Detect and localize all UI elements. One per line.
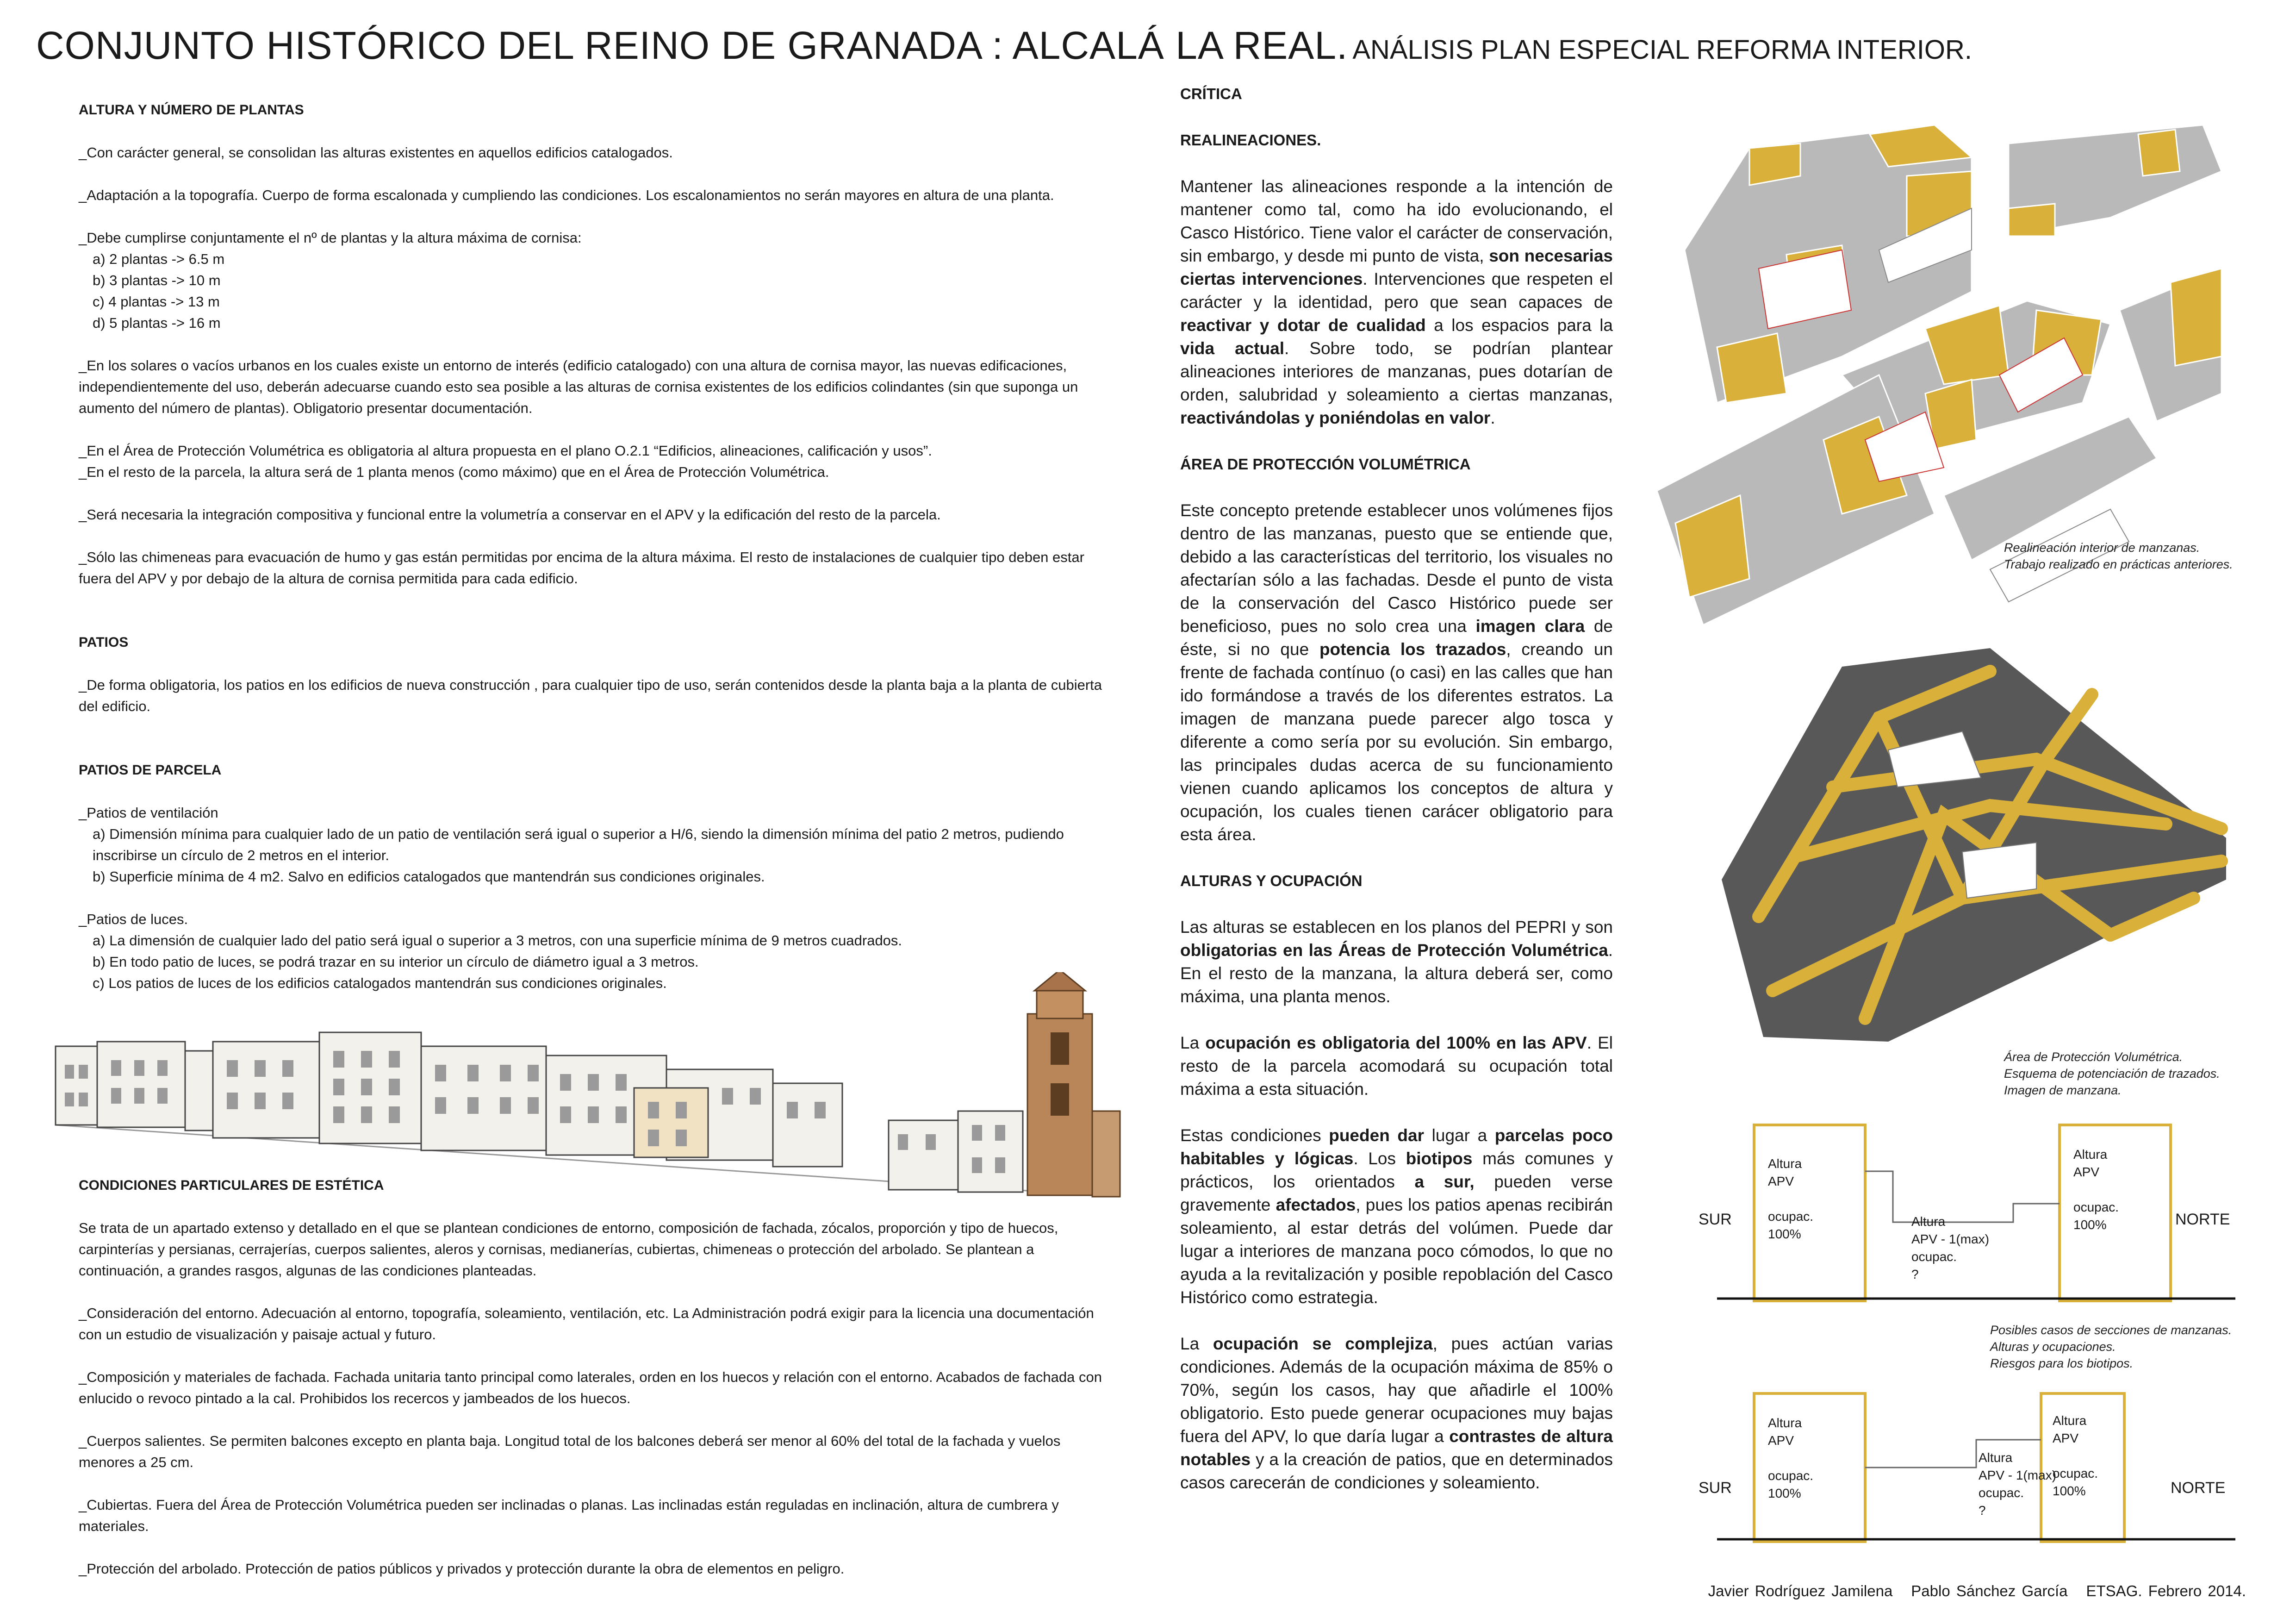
list-item: b) En todo patio de luces, se podrá trazar en su interior un círculo de diámetro igual a 3 metros. — [93, 954, 699, 970]
box-line: Altura — [1911, 1214, 1946, 1229]
section-heading-altura: ALTURA Y NÚMERO DE PLANTAS — [79, 102, 304, 118]
section-diagram-2 — [1699, 1389, 2254, 1546]
paragraph: La ocupación es obligatoria del 100% en las APV. El resto de la parcela acomodará su ocupación total máxima a esta situación. — [1180, 1033, 1613, 1099]
paragraph: _Adaptación a la topografía. Cuerpo de forma escalonada y cumpliendo las condiciones. Los escalonamientos no serán mayores en altura de una planta. — [79, 187, 1054, 203]
paragraph: _En el Área de Protección Volumétrica es obligatoria al altura propuesta en el plano O.2.1 “Edificios, alineaciones, calificación y usos”. — [79, 443, 932, 459]
box-line: ocupac. — [1768, 1468, 1814, 1483]
caption-line: Trabajo realizado en prácticas anteriores. — [2004, 557, 2233, 571]
church-tower — [1027, 972, 1120, 1197]
paragraph: _Sólo las chimeneas para evacuación de humo y gas están permitidas por encima de la altura máxima. El resto de instalaciones de cualquier tipo deben estar fuera del APV y por debajo de la altura de cornisa permitida para cada edificio. — [79, 549, 1084, 587]
paragraph: _Con carácter general, se consolidan las alturas existentes en aquellos edificios catalogados. — [79, 144, 673, 161]
title-sub: ANÁLISIS PLAN ESPECIAL REFORMA INTERIOR. — [1352, 35, 1972, 65]
list-item: c) Los patios de luces de los edificios catalogados mantendrán sus condiciones originales. — [93, 975, 667, 991]
block-plan-realineacion — [1648, 116, 2231, 657]
caption-realineacion — [2004, 539, 2233, 573]
list-item: c) 4 plantas -> 13 m — [93, 294, 220, 310]
paragraph: _Patios de ventilación — [79, 805, 218, 821]
section-diagram-1 — [1699, 1120, 2254, 1305]
list-item: b) Superficie mínima de 4 m2. Salvo en edificios catalogados que mantendrán sus condiciones originales. — [93, 868, 765, 885]
box-line: APV — [1768, 1433, 1794, 1448]
section-heading-apv: ÁREA DE PROTECCIÓN VOLUMÉTRICA — [1180, 456, 1471, 473]
list-item: b) 3 plantas -> 10 m — [93, 272, 221, 288]
box-line: Altura — [1768, 1416, 1802, 1430]
box-line: 100% — [1768, 1486, 1801, 1500]
list-item: d) 5 plantas -> 16 m — [93, 315, 221, 331]
paragraph: Estas condiciones pueden dar lugar a parcelas poco habitables y lógicas. Los biotipos más comunes y prácticos, los orientados a sur, pueden verse gravemente afectados, pues los patios apenas recibirán soleamiento, al estar detrás del volúmen. Puede dar lugar a interiores de manzana poco cómodos, lo que no ayuda a la revitalización y posible repoblación del Casco Histórico como estrategia. — [1180, 1126, 1613, 1307]
list-item: a) 2 plantas -> 6.5 m — [93, 251, 225, 267]
box-line: ocupac. — [1768, 1209, 1814, 1224]
footer-credits — [1708, 1582, 2246, 1600]
paragraph: _Patios de luces. — [79, 911, 188, 927]
box-line: 100% — [2073, 1218, 2107, 1232]
caption-line: Riesgos para los biotipos. — [1990, 1356, 2134, 1370]
box-line: ocupac. — [1911, 1249, 1957, 1264]
caption-apv — [2004, 1049, 2220, 1099]
section-heading-estetica: CONDICIONES PARTICULARES DE ESTÉTICA — [79, 1178, 384, 1193]
section-heading-critica: CRÍTICA — [1180, 85, 1242, 102]
box-apv-mid — [1911, 1213, 1989, 1283]
author-1: Javier Rodríguez Jamilena — [1708, 1582, 1893, 1599]
box-line: ? — [1911, 1267, 1919, 1281]
caption-line: Posibles casos de secciones de manzanas. — [1990, 1323, 2232, 1337]
box-line: Altura — [2073, 1147, 2108, 1162]
left-column — [79, 100, 1111, 994]
paragraph: _Cuerpos salientes. Se permiten balcones excepto en planta baja. Longitud total de los balcones deberá ser menor al 60% del total de la fachada y vuelos menores a 25 cm. — [79, 1433, 1061, 1470]
section-heading-patios: PATIOS — [79, 635, 129, 650]
paragraph: _En el resto de la parcela, la altura será de 1 planta menos (como máximo) que en el Área de Protección Volumétrica. — [79, 464, 829, 480]
box-line: APV - 1(max) — [1979, 1468, 2057, 1482]
school-date: ETSAG. Febrero 2014. — [2086, 1582, 2246, 1599]
estetica-section — [79, 1175, 1111, 1580]
caption-line: Realineación interior de manzanas. — [2004, 541, 2200, 555]
paragraph-realineaciones: Mantener las alineaciones responde a la intención de mantener como tal, como ha ido evolucionando, el Casco Histórico. Tiene valor el carácter de conservación, sin embargo, y desde mi punto de vista, son necesarias ciertas intervenciones. Intervenciones que respeten el carácter y la identidad, pero que sean capaces de reactivar y dotar de cualidad a los espacios para la vida actual. Sobre todo, se podrían plantear alineaciones interiores de manzanas, pues dotarían de orden, salubridad y soleamiento a ciertas manzanas, reactivándolas y poniéndolas en valor. — [1180, 177, 1613, 427]
list-item: a) Dimensión mínima para cualquier lado de un patio de ventilación será igual o superior a H/6, siendo la dimensión mínima del patio 2 metros, pudiendo inscribirse un círculo de 2 metros en el interior. — [93, 826, 1064, 863]
box-line: APV — [1768, 1174, 1794, 1188]
paragraph: _De forma obligatoria, los patios en los edificios de nueva construcción , para cualquier tipo de uso, serán contenidos desde la planta baja a la planta de cubierta del edificio. — [79, 677, 1102, 714]
paragraph: Se trata de un apartado extenso y detallado en el que se plantean condiciones de entorno, composición de fachada, zócalos, proporción y tipo de huecos, carpinterías y persianas, cerrajerías, cuerpos salientes, aleros y cornisas, medianerías, cubiertas, chimeneas o protección del arbolado. Se plantean a continuación, a grandes rasgos, algunas de las condiciones planteadas. — [79, 1220, 1058, 1279]
caption-line: Imagen de manzana. — [2004, 1083, 2122, 1097]
paragraph: Las alturas se establecen en los planos del PEPRI y son obligatorias en las Áreas de Protección Volumétrica. En el resto de la manzana, la altura deberá ser, como máxima, una planta menos. — [1180, 918, 1613, 1006]
box-line: 100% — [2053, 1484, 2086, 1498]
box-line: APV — [2073, 1165, 2100, 1179]
box-line: APV - 1(max) — [1911, 1232, 1990, 1246]
caption-line: Esquema de potenciación de trazados. — [2004, 1067, 2220, 1081]
box-apv-right — [2053, 1412, 2098, 1500]
box-line: ocupac. — [2073, 1200, 2119, 1214]
box-line: Altura — [1979, 1450, 2013, 1465]
box-apv-right — [2073, 1146, 2119, 1234]
title-main: CONJUNTO HISTÓRICO DEL REINO DE GRANADA : ALCALÁ LA REAL. — [36, 24, 1348, 67]
middle-column — [1180, 82, 1613, 1494]
paragraph: _Consideración del entorno. Adecuación al entorno, topografía, soleamiento, ventilación, etc. La Administración podrá exigir para la licencia una documentación con un estudio de visualización y paisaje actual y futuro. — [79, 1305, 1094, 1343]
box-line: APV — [2053, 1431, 2079, 1445]
box-line: 100% — [1768, 1227, 1801, 1241]
box-apv-mid — [1979, 1449, 2056, 1519]
box-line: ocupac. — [1979, 1486, 2024, 1500]
caption-line: Alturas y ocupaciones. — [1990, 1340, 2116, 1354]
apv-trazados-plan — [1703, 639, 2235, 1046]
page-title — [36, 23, 1972, 68]
caption-secciones — [1990, 1322, 2232, 1372]
paragraph: _Será necesaria la integración compositiva y funcional entre la volumetría a conservar en el APV y la edificación del resto de la parcela. — [79, 506, 941, 523]
list-item: a) La dimensión de cualquier lado del patio será igual o superior a 3 metros, con una superficie mínima de 9 metros cuadrados. — [93, 932, 902, 949]
section-heading-patios-parcela: PATIOS DE PARCELA — [79, 762, 222, 778]
box-apv-left — [1768, 1414, 1813, 1502]
paragraph: _Protección del arbolado. Protección de patios públicos y privados y protección durante la obra de elementos en peligro. — [79, 1561, 845, 1577]
label-sur: SUR — [1699, 1211, 1732, 1228]
box-apv-left — [1768, 1155, 1813, 1243]
street-elevation-drawing — [51, 972, 1125, 1199]
box-line: ? — [1979, 1503, 1986, 1518]
paragraph-apv: Este concepto pretende establecer unos volúmenes fijos dentro de las manzanas, puesto que se entiende que, debido a las características del territorio, los visuales no afectarían sólo a las fachadas. Desde el punto de vista de la conservación del Casco Histórico puede ser beneficioso, pues no solo crea una imagen clara de éste, si no que potencia los trazados, creando un frente de fachada contínuo (o casi) en las calles que han ido formándose a través de los diferentes estratos. La imagen de manzana puede parecer algo tosca y diferente a como sería por su evolución. Sin embargo, las principales dudas acerca de su funcionamiento vienen cuando aplicamos los conceptos de altura y ocupación, los cuales tienen carácer obligatorio para esta área. — [1180, 501, 1613, 844]
box-line: Altura — [1768, 1156, 1802, 1171]
section-heading-alturas: ALTURAS Y OCUPACIÓN — [1180, 872, 1363, 889]
section-heading-realineaciones: REALINEACIONES. — [1180, 131, 1321, 149]
author-2: Pablo Sánchez García — [1911, 1582, 2068, 1599]
paragraph: _Debe cumplirse conjuntamente el nº de plantas y la altura máxima de cornisa: — [79, 230, 582, 246]
label-norte: NORTE — [2171, 1479, 2226, 1497]
label-sur: SUR — [1699, 1479, 1732, 1497]
paragraph: La ocupación se complejiza, pues actúan varias condiciones. Además de la ocupación máxima de 85% o 70%, según los casos, hay que añadirle el 100% obligatorio. Esto puede generar ocupaciones muy bajas fuera del APV, lo que daría lugar a contrastes de altura notables y a la creación de patios, que en determinados casos carecerán de condiciones y soleamiento. — [1180, 1334, 1613, 1492]
label-norte: NORTE — [2175, 1211, 2230, 1228]
paragraph: _Composición y materiales de fachada. Fachada unitaria tanto principal como laterales, orden en los huecos y relación con el entorno. Acabados de fachada con enlucido o revoco pintado a la cal. Prohibidos los recercos y jambeados de los huecos. — [79, 1369, 1102, 1406]
box-line: Altura — [2053, 1413, 2087, 1428]
caption-line: Área de Protección Volumétrica. — [2004, 1050, 2183, 1064]
paragraph: _Cubiertas. Fuera del Área de Protección Volumétrica pueden ser inclinadas o planas. Las inclinadas están reguladas en inclinación, altura de cumbrera y materiales. — [79, 1497, 1059, 1534]
paragraph: _En los solares o vacíos urbanos en los cuales existe un entorno de interés (edificio catalogado) con una altura de cornisa mayor, las nuevas edificaciones, independientemente del uso, deberán adecuarse cuando esto sea posible a las alturas de cornisa existentes de los edificios colindantes (sin que suponga un aumento del número de plantas). Obligatorio presentar documentación. — [79, 357, 1078, 416]
box-line: ocupac. — [2053, 1466, 2098, 1480]
